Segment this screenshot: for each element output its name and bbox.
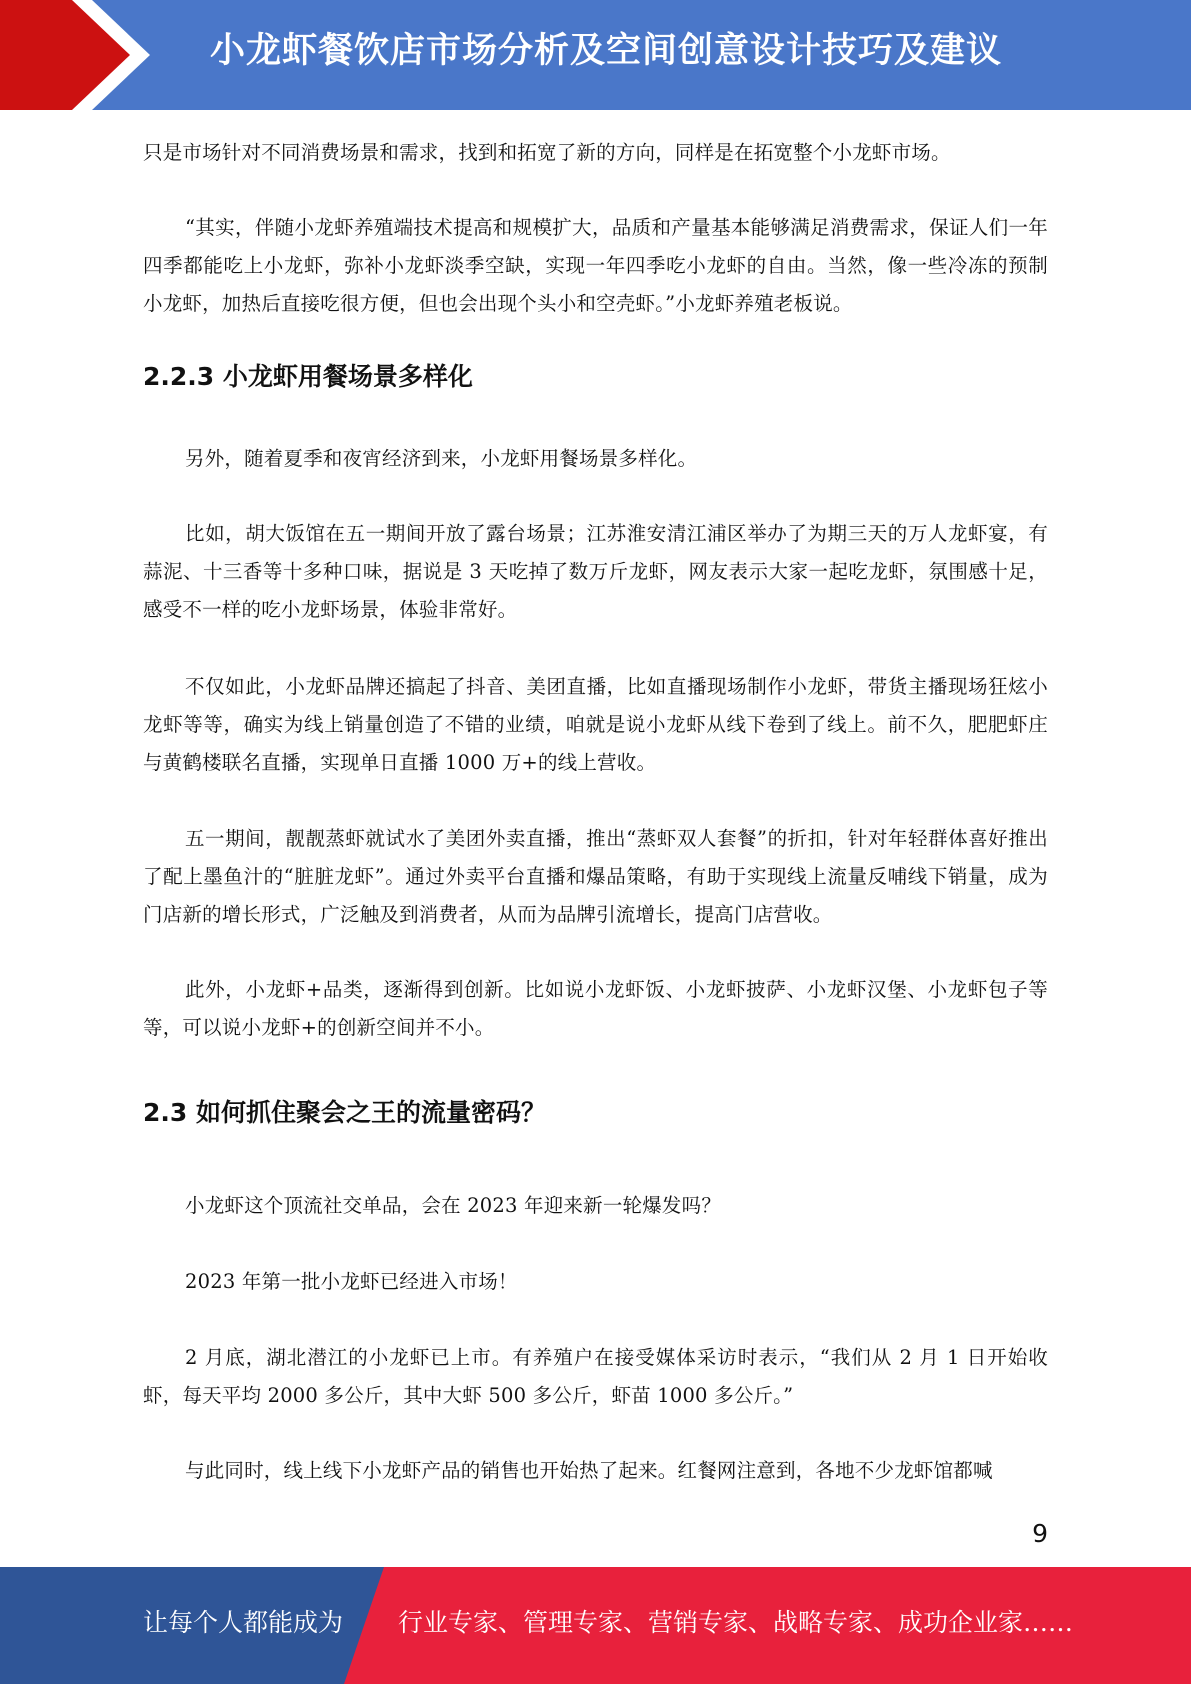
header-chevron-decoration <box>0 0 160 110</box>
paragraph-2: “其实，伴随小龙虾养殖端技术提高和规模扩大，品质和产量基本能够满足消费需求，保证人们一年四季都能吃上小龙虾，弥补小龙虾淡季空缺，实现一年四季吃小龙虾的自由。当然，像一些冷冻的预制小龙虾，加热后直接吃很方便，但也会出现个头小和空壳虾。”小龙虾养殖老板说。 <box>143 216 1048 315</box>
section-heading-2-3: 2.3 如何抓住聚会之王的流量密码？ <box>143 1098 546 1127</box>
header-title: 小龙虾餐饮店市场分析及空间创意设计技巧及建议 <box>210 31 1003 71</box>
paragraph-3: 另外，随着夏季和夜宵经济到来，小龙虾用餐场景多样化。 <box>185 447 698 470</box>
paragraph-7: 此外，小龙虾+品类，逐渐得到创新。比如说小龙虾饭、小龙虾披萨、小龙虾汉堡、小龙虾包子等等，可以说小龙虾+的创新空间并不小。 <box>143 978 1048 1039</box>
paragraph-11: 与此同时，线上线下小龙虾产品的销售也开始热了起来。红餐网注意到，各地不少龙虾馆都喊 <box>185 1459 993 1482</box>
footer-slogan-left: 让每个人都能成为 <box>143 1608 344 1637</box>
page-header <box>0 0 1191 110</box>
paragraph-4: 比如，胡大饭馆在五一期间开放了露台场景；江苏淮安清江浦区举办了为期三天的万人龙虾宴，有蒜泥、十三香等十多种口味，据说是 3 天吃掉了数万斤龙虾，网友表示大家一起吃龙虾，氛围感十足，感受不一样的吃小龙虾场景，体验非常好。 <box>143 522 1048 621</box>
paragraph-10: 2 月底，湖北潜江的小龙虾已上市。有养殖户在接受媒体采访时表示，“我们从 2 月 1 日开始收虾，每天平均 2000 多公斤，其中大虾 500 多公斤，虾苗 1000 多公斤。” <box>143 1346 1048 1407</box>
paragraph-9: 2023 年第一批小龙虾已经进入市场！ <box>185 1270 518 1293</box>
footer-slogan-right: 行业专家、管理专家、营销专家、战略专家、成功企业家…… <box>398 1608 1074 1637</box>
paragraph-8: 小龙虾这个顶流社交单品，会在 2023 年迎来新一轮爆发吗？ <box>185 1194 722 1217</box>
page-number: 9 <box>1032 1519 1048 1548</box>
paragraph-5: 不仅如此，小龙虾品牌还搞起了抖音、美团直播，比如直播现场制作小龙虾，带货主播现场狂炫小龙虾等等，确实为线上销量创造了不错的业绩，咱就是说小龙虾从线下卷到了线上。前不久，肥肥虾庄与黄鹤楼联名直播，实现单日直播 1000 万+的线上营收。 <box>143 675 1048 774</box>
page-footer <box>0 1567 1191 1684</box>
section-heading-2-2-3: 2.2.3 小龙虾用餐场景多样化 <box>143 362 473 391</box>
paragraph-1: 只是市场针对不同消费场景和需求，找到和拓宽了新的方向，同样是在拓宽整个小龙虾市场。 <box>143 141 951 164</box>
paragraph-6: 五一期间，靓靓蒸虾就试水了美团外卖直播，推出“蒸虾双人套餐”的折扣，针对年轻群体喜好推出了配上墨鱼汁的“脏脏龙虾”。通过外卖平台直播和爆品策略，有助于实现线上流量反哺线下销量，成为门店新的增长形式，广泛触及到消费者，从而为品牌引流增长，提高门店营收。 <box>143 827 1048 926</box>
